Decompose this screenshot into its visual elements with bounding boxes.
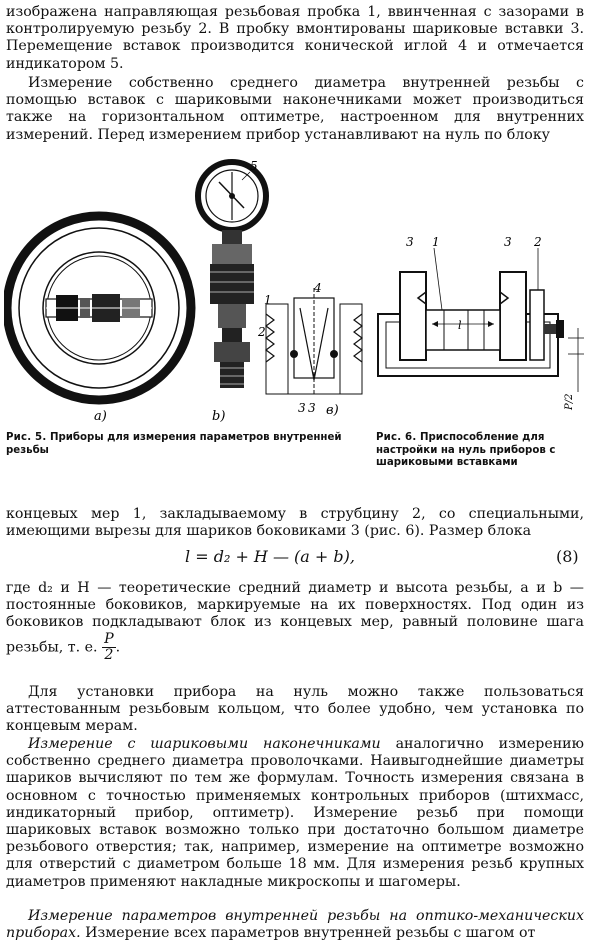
fig5-sub-a: a) [94,409,107,424]
paragraph-intro: изображена направляющая резьбовая пробка 1, ввинченная с зазорами в контролируемую резьбу 2. В пробку вмонтированы шариковые вставки 3. Перемещение вставок производится конической иглой 4 и отмечается индикатором 5. [6,4,584,72]
fig6-dim-l: l [458,319,462,332]
fig6-callout-2: 2 [534,235,542,249]
paragraph-ball-tips-lead: Измерение с шариковыми наконечниками [28,736,381,752]
callout-1: 1 [264,293,272,307]
figure-6-caption-label: Рис. 6. [376,432,417,443]
paragraph-optical [6,908,584,942]
paragraph-definitions [6,580,584,663]
fig5-sub-b: b) [212,409,226,424]
fig6-dim-p2: P/2 [564,393,575,410]
paragraph-optical-text: Измерение всех параметров внутренней резьбы с шагом от [80,925,536,942]
paragraph-ball-tips [6,736,584,891]
callout-3a: 3 [298,401,306,415]
paragraph-block: концевых мер 1, закладываемому в струбцину 2, со специальными, имеющими вырезы для шариков боковиками 3 (рис. 6). Размер блока [6,506,584,540]
callout-2: 2 [258,325,266,339]
paragraph-optical-lead: Измерение параметров внутренней резьбы на оптико-механических приборах. [6,908,584,942]
figure-5c-section [266,288,362,394]
fraction-denominator: 2 [104,646,114,663]
formula-8 [0,545,590,571]
figure-5a-ring [7,216,191,400]
figure-5b-indicator [198,162,266,388]
figure-5-caption-label: Рис. 5. [6,432,47,443]
fig5-sub-c: в) [326,403,339,418]
paragraph-ring: Для установки прибора на нуль можно также пользоваться аттестованным резьбовым кольцом, что более удобно, чем установка по концевым мерам. [6,684,584,735]
paragraph-definitions-text: где d₂ и H — теоретические средний диаметр и высота резьбы, a и b — постоянные боковиков, маркируемые на их поверхностях. Под один из боковиков подкладывают блок из концевых мер, равный половине шага резьбы, т. е. [6,580,584,656]
formula-number: (8) [556,547,579,566]
figure-5-caption [6,432,366,457]
fig6-callout-3b: 3 [504,235,512,249]
figure-6-fixture [378,272,584,392]
figure-6-drawing [372,232,588,422]
figure-6-caption [376,432,588,470]
fig6-callout-1: 1 [432,235,440,249]
fraction-numerator: P [104,630,114,647]
figure-5-drawing [4,158,370,426]
callout-3b: 3 [308,401,316,415]
callout-5: 5 [250,159,258,173]
fraction-p-over-2 [102,632,116,663]
figure-5-caption-text: Приборы для измерения параметров внутренней резьбы [6,432,342,456]
callout-4: 4 [314,281,322,295]
figure-6-caption-text: Приспособление для настройки на нуль приборов с шариковыми вставками [376,432,556,468]
paragraph-definitions-end: . [115,639,121,656]
paragraph-measurement: Измерение собственно среднего диаметра внутренней резьбы с помощью вставок с шариковыми наконечниками может производиться также на горизонтальном оптиметре, настроенном для внутренних измерений. Перед измерением прибор устанавливают на нуль по блоку [6,75,584,143]
paragraph-ball-tips-text: аналогично измерению собственно среднего диаметра проволочками. Наивыгоднейшие диаметры шариков вычисляют по тем же формулам. Точность измерения связана в основном с точностью применяемых контрольных приборов (штихмасс, индикаторный прибор, оптиметр). Измерение резьб при помощи шариковых вставок возможно только при достаточно большом диаметре резьбового отверстия; так, например, измерение на оптиметре возможно для отверстий с диаметром больше 18 мм. Для измерения резьб крупных диаметров применяют накладные микроскопы и шагомеры. [6,736,584,890]
formula-expression: l = d₂ + H — (a + b), [185,547,355,566]
fig6-callout-3a: 3 [406,235,414,249]
